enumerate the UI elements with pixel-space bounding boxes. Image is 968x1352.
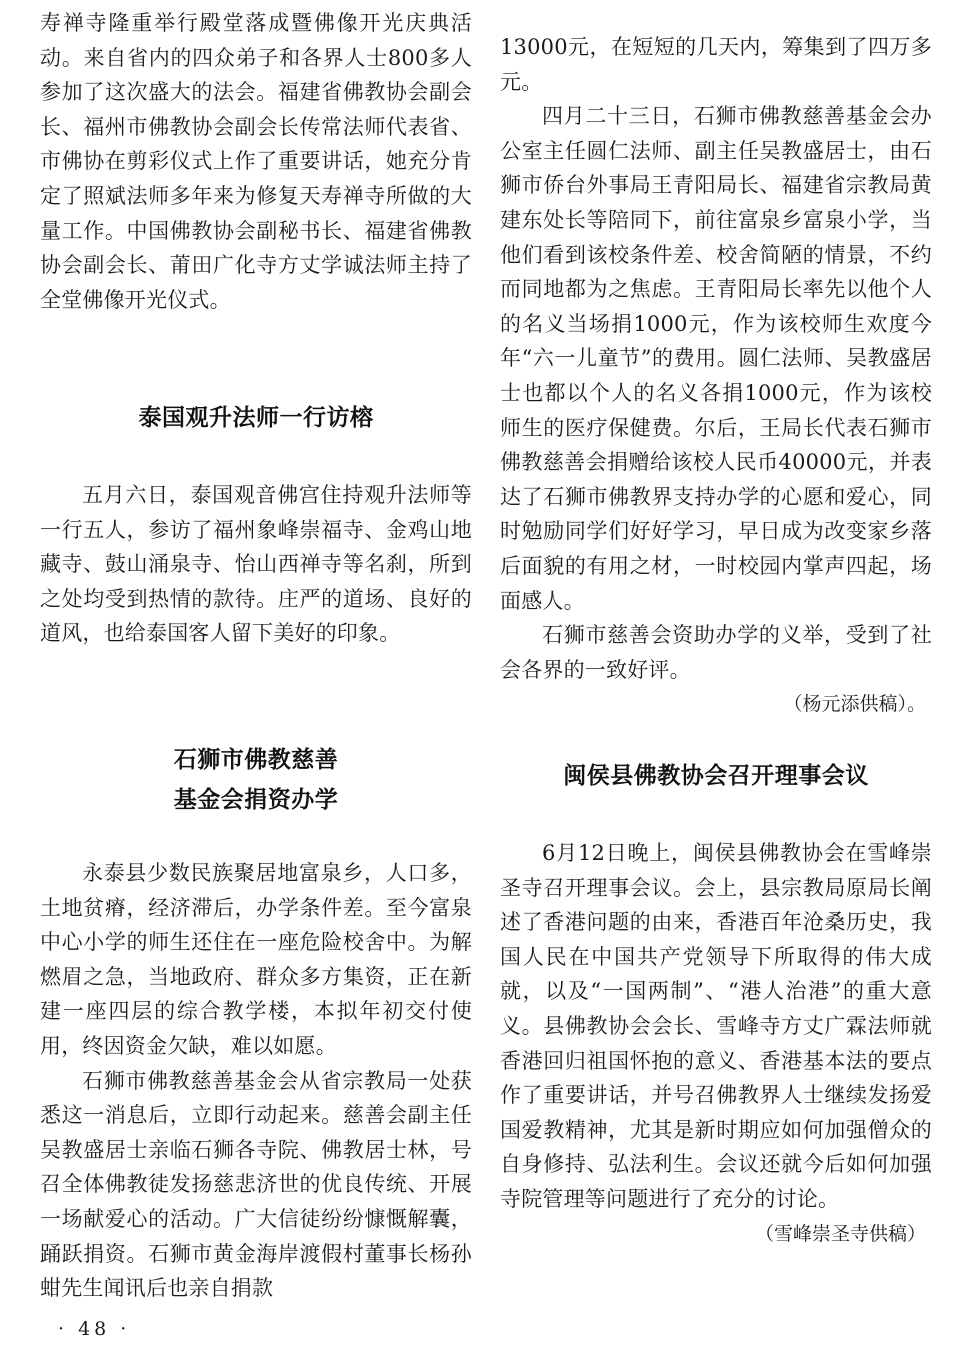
charity-cont-paragraph-1: 13000元，在短短的几天内，筹集到了四万多元。 bbox=[500, 35, 932, 94]
charity-title-line1: 石狮市佛教慈善 bbox=[173, 747, 339, 773]
minhou-credit: （雪峰崇圣寺供稿） bbox=[754, 1222, 926, 1245]
charity-paragraph-2: 石狮市佛教慈善基金会从省宗教局一处获悉这一消息后，立即行动起来。慈善会副主任吴教盛居士亲临石狮各寺院、佛教居士林，号召全体佛教徒发扬慈悲济世的优良传统、开展一场献爱心的活动。广大信徒纷纷慷慨解囊，踊跃捐资。石狮市黄金海岸渡假村董事长杨孙蚶先生闻讯后也亲自捐款 bbox=[40, 1068, 472, 1301]
thai-visit-title: 泰国观升法师一行访榕 bbox=[138, 405, 374, 431]
charity-article-body bbox=[40, 856, 472, 1306]
minhou-article-heading bbox=[500, 756, 932, 796]
minhou-title: 闽侯县佛教协会召开理事会议 bbox=[563, 763, 869, 789]
thai-visit-body bbox=[40, 478, 472, 651]
charity-title-line2: 基金会捐资办学 bbox=[173, 787, 339, 813]
charity-paragraph-1: 永泰县少数民族聚居地富泉乡，人口多，土地贫瘠，经济滞后，办学条件差。至今富泉中心小学的师生还住在一座危险校舍中。为解燃眉之急，当地政府、群众多方集资，正在新建一座四层的综合教学楼，本拟年初交付使用，终因资金欠缺，难以如愿。 bbox=[40, 861, 472, 1058]
page-number: · 48 · bbox=[58, 1318, 131, 1340]
charity-cont-paragraph-3: 石狮市慈善会资助办学的义举，受到了社会各界的一致好评。 bbox=[500, 623, 932, 682]
thai-visit-article bbox=[40, 398, 472, 438]
charity-cont-paragraph-2: 四月二十三日，石狮市佛教慈善基金会办公室主任圆仁法师、副主任吴教盛居士，由石狮市侨台外事局王青阳局长、福建省宗教局黄建东处长等陪同下，前往富泉乡富泉小学，当他们看到该校条件差、校舍简陋的情景，不约而同地都为之焦虑。王青阳局长率先以他个人的名义当场捐1000元，作为该校师生欢度今年“六一儿童节”的费用。圆仁法师、吴教盛居士也都以个人的名义各捐1000元，作为该校师生的医疗保健费。尔后，王局长代表石狮市佛教慈善会捐赠给该校人民币40000元，并表达了石狮市佛教界支持办学的心愿和爱心，同时勉励同学们好好学习，早日成为改变家乡落后面貌的有用之材，一时校园内掌声四起，场面感人。 bbox=[500, 104, 932, 613]
charity-article-heading bbox=[40, 740, 472, 820]
minhou-paragraph: 6月12日晚上，闽侯县佛教协会在雪峰崇圣寺召开理事会议。会上，县宗教局原局长阐述了香港问题的由来，香港百年沧桑历史，我国人民在中国共产党领导下所取得的伟大成就，以及“一国两制”、“港人治港”的重大意义。县佛教协会会长、雪峰寺方丈广霖法师就香港回归祖国怀抱的意义、香港基本法的要点作了重要讲话，并号召佛教界人士继续发扬爱国爱教精神，尤其是新时期应如何加强僧众的自身修持、弘法利生。会议还就今后如何加强寺院管理等问题进行了充分的讨论。 bbox=[500, 841, 932, 1211]
charity-credit: （杨元添供稿）。 bbox=[783, 693, 926, 716]
continued-article bbox=[40, 6, 472, 317]
thai-visit-paragraph: 五月六日，泰国观音佛宫住持观升法师等一行五人，参访了福州象峰崇福寺、金鸡山地藏寺、鼓山涌泉寺、怡山西禅寺等名刹，所到之处均受到热情的款待。庄严的道场、良好的道风，也给泰国客人留下美好的印象。 bbox=[40, 483, 472, 646]
charity-article-continued bbox=[500, 30, 932, 721]
minhou-article-body bbox=[500, 836, 932, 1251]
continued-paragraph: 寿禅寺隆重举行殿堂落成暨佛像开光庆典活动。来自省内的四众弟子和各界人士800多人参加了这次盛大的法会。福建省佛教协会副会长、福州市佛教协会副会长传常法师代表省、市佛协在剪彩仪式上作了重要讲话，她充分肯定了照斌法师多年来为修复天寿禅寺所做的大量工作。中国佛教协会副秘书长、福建省佛教协会副会长、莆田广化寺方丈学诚法师主持了全堂佛像开光仪式。 bbox=[40, 11, 472, 312]
